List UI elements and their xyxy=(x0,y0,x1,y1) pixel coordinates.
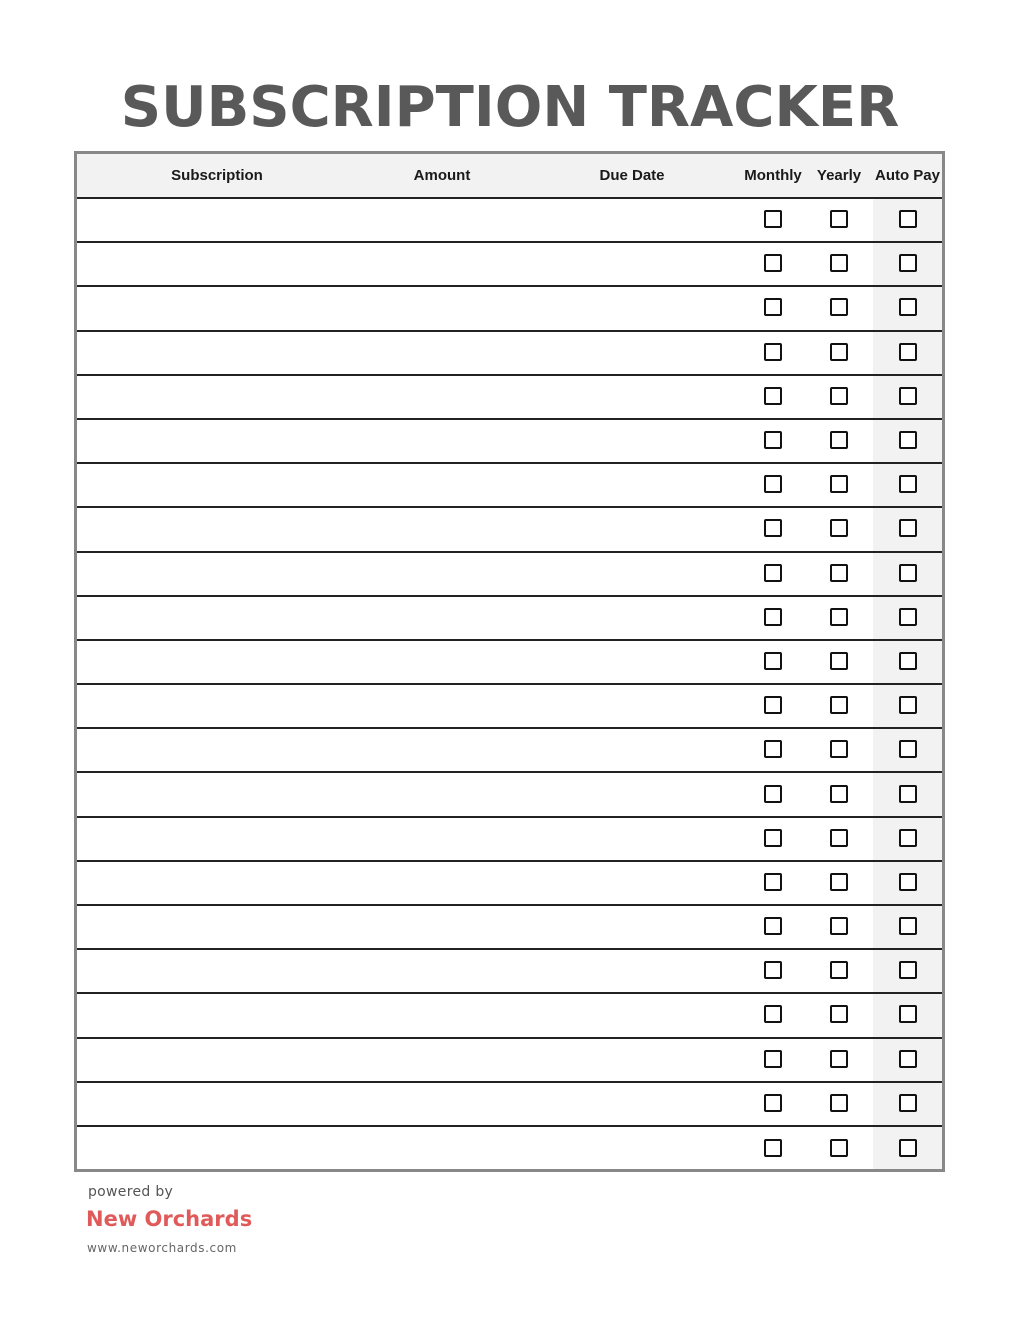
due-date-cell[interactable] xyxy=(602,729,741,771)
subscription-cell[interactable] xyxy=(77,508,407,550)
auto-pay-checkbox[interactable] xyxy=(899,961,917,979)
due-date-cell[interactable] xyxy=(602,818,741,860)
monthly-checkbox[interactable] xyxy=(764,696,782,714)
monthly-checkbox[interactable] xyxy=(764,431,782,449)
table-row xyxy=(77,420,942,464)
subscription-cell[interactable] xyxy=(77,376,407,418)
powered-by-label: powered by xyxy=(88,1184,174,1200)
auto-pay-checkbox[interactable] xyxy=(899,873,917,891)
subscription-cell[interactable] xyxy=(77,597,407,639)
auto-pay-checkbox[interactable] xyxy=(899,917,917,935)
yearly-checkbox[interactable] xyxy=(830,1005,848,1023)
due-date-cell[interactable] xyxy=(602,641,741,683)
yearly-checkbox[interactable] xyxy=(830,829,848,847)
subscription-table xyxy=(74,151,945,1172)
monthly-checkbox[interactable] xyxy=(764,1005,782,1023)
table-row xyxy=(77,553,942,597)
amount-cell[interactable] xyxy=(407,685,602,727)
subscription-cell[interactable] xyxy=(77,641,407,683)
monthly-checkbox[interactable] xyxy=(764,564,782,582)
subscription-cell[interactable] xyxy=(77,729,407,771)
yearly-checkbox[interactable] xyxy=(830,475,848,493)
subscription-cell[interactable] xyxy=(77,1127,407,1171)
amount-cell[interactable] xyxy=(407,287,602,329)
amount-cell[interactable] xyxy=(407,729,602,771)
amount-cell[interactable] xyxy=(407,641,602,683)
amount-cell[interactable] xyxy=(407,243,602,285)
auto-pay-checkbox[interactable] xyxy=(899,343,917,361)
yearly-checkbox[interactable] xyxy=(830,785,848,803)
yearly-checkbox[interactable] xyxy=(830,652,848,670)
table-header xyxy=(77,154,942,199)
amount-cell[interactable] xyxy=(407,464,602,506)
table-row xyxy=(77,332,942,376)
table-row xyxy=(77,862,942,906)
table-row xyxy=(77,685,942,729)
due-date-cell[interactable] xyxy=(602,1127,741,1171)
auto-pay-checkbox[interactable] xyxy=(899,564,917,582)
table-row xyxy=(77,508,942,552)
due-date-cell[interactable] xyxy=(602,597,741,639)
yearly-checkbox[interactable] xyxy=(830,608,848,626)
auto-pay-checkbox[interactable] xyxy=(899,785,917,803)
due-date-cell[interactable] xyxy=(602,199,741,241)
amount-cell[interactable] xyxy=(407,597,602,639)
due-date-cell[interactable] xyxy=(602,464,741,506)
amount-cell[interactable] xyxy=(407,862,602,904)
amount-cell[interactable] xyxy=(407,508,602,550)
subscription-cell[interactable] xyxy=(77,420,407,462)
yearly-checkbox[interactable] xyxy=(830,254,848,272)
table-row xyxy=(77,287,942,331)
monthly-checkbox[interactable] xyxy=(764,298,782,316)
amount-cell[interactable] xyxy=(407,1127,602,1171)
monthly-checkbox[interactable] xyxy=(764,829,782,847)
monthly-checkbox[interactable] xyxy=(764,475,782,493)
column-header-amount: Amount xyxy=(413,167,471,184)
monthly-checkbox[interactable] xyxy=(764,387,782,405)
due-date-cell[interactable] xyxy=(602,553,741,595)
subscription-cell[interactable] xyxy=(77,199,407,241)
column-header-monthly: Monthly xyxy=(744,167,802,184)
subscription-cell[interactable] xyxy=(77,773,407,815)
subscription-cell[interactable] xyxy=(77,332,407,374)
monthly-checkbox[interactable] xyxy=(764,210,782,228)
auto-pay-checkbox[interactable] xyxy=(899,298,917,316)
amount-cell[interactable] xyxy=(407,420,602,462)
table-row xyxy=(77,1039,942,1083)
due-date-cell[interactable] xyxy=(602,994,741,1036)
auto-pay-checkbox[interactable] xyxy=(899,1050,917,1068)
table-body xyxy=(77,199,942,1171)
yearly-checkbox[interactable] xyxy=(830,873,848,891)
auto-pay-checkbox[interactable] xyxy=(899,475,917,493)
auto-pay-checkbox[interactable] xyxy=(899,608,917,626)
monthly-checkbox[interactable] xyxy=(764,961,782,979)
table-row xyxy=(77,906,942,950)
auto-pay-checkbox[interactable] xyxy=(899,1005,917,1023)
table-row xyxy=(77,376,942,420)
table-row xyxy=(77,1127,942,1171)
auto-pay-checkbox[interactable] xyxy=(899,740,917,758)
yearly-checkbox[interactable] xyxy=(830,387,848,405)
subscription-cell[interactable] xyxy=(77,685,407,727)
subscription-cell[interactable] xyxy=(77,287,407,329)
subscription-cell[interactable] xyxy=(77,1083,407,1125)
subscription-cell[interactable] xyxy=(77,862,407,904)
due-date-cell[interactable] xyxy=(602,508,741,550)
subscription-cell[interactable] xyxy=(77,1039,407,1081)
yearly-checkbox[interactable] xyxy=(830,917,848,935)
amount-cell[interactable] xyxy=(407,553,602,595)
auto-pay-checkbox[interactable] xyxy=(899,696,917,714)
auto-pay-checkbox[interactable] xyxy=(899,210,917,228)
table-row xyxy=(77,950,942,994)
auto-pay-checkbox[interactable] xyxy=(899,652,917,670)
amount-cell[interactable] xyxy=(407,1083,602,1125)
column-header-auto-pay: Auto Pay xyxy=(874,167,940,184)
monthly-checkbox[interactable] xyxy=(764,608,782,626)
yearly-checkbox[interactable] xyxy=(830,1139,848,1157)
website-url: www.neworchards.com xyxy=(87,1241,237,1255)
due-date-cell[interactable] xyxy=(602,1083,741,1125)
column-header-yearly: Yearly xyxy=(816,167,862,184)
auto-pay-checkbox[interactable] xyxy=(899,387,917,405)
monthly-checkbox[interactable] xyxy=(764,740,782,758)
subscription-cell[interactable] xyxy=(77,994,407,1036)
due-date-cell[interactable] xyxy=(602,243,741,285)
due-date-cell[interactable] xyxy=(602,906,741,948)
yearly-checkbox[interactable] xyxy=(830,519,848,537)
due-date-cell[interactable] xyxy=(602,950,741,992)
subscription-cell[interactable] xyxy=(77,950,407,992)
monthly-checkbox[interactable] xyxy=(764,917,782,935)
table-row xyxy=(77,641,942,685)
yearly-checkbox[interactable] xyxy=(830,740,848,758)
amount-cell[interactable] xyxy=(407,906,602,948)
due-date-cell[interactable] xyxy=(602,862,741,904)
table-row xyxy=(77,818,942,862)
monthly-checkbox[interactable] xyxy=(764,873,782,891)
monthly-checkbox[interactable] xyxy=(764,785,782,803)
table-row xyxy=(77,773,942,817)
auto-pay-checkbox[interactable] xyxy=(899,254,917,272)
yearly-checkbox[interactable] xyxy=(830,1050,848,1068)
auto-pay-checkbox[interactable] xyxy=(899,431,917,449)
column-header-subscription: Subscription xyxy=(171,167,263,184)
auto-pay-checkbox[interactable] xyxy=(899,829,917,847)
page-title: SUBSCRIPTION TRACKER xyxy=(120,75,900,140)
yearly-checkbox[interactable] xyxy=(830,696,848,714)
yearly-checkbox[interactable] xyxy=(830,431,848,449)
amount-cell[interactable] xyxy=(407,773,602,815)
yearly-checkbox[interactable] xyxy=(830,961,848,979)
table-row xyxy=(77,729,942,773)
auto-pay-checkbox[interactable] xyxy=(899,519,917,537)
due-date-cell[interactable] xyxy=(602,420,741,462)
due-date-cell[interactable] xyxy=(602,685,741,727)
amount-cell[interactable] xyxy=(407,1039,602,1081)
subscription-cell[interactable] xyxy=(77,818,407,860)
table-row xyxy=(77,597,942,641)
due-date-cell[interactable] xyxy=(602,1039,741,1081)
subscription-cell[interactable] xyxy=(77,906,407,948)
yearly-checkbox[interactable] xyxy=(830,343,848,361)
subscription-cell[interactable] xyxy=(77,243,407,285)
table-row xyxy=(77,243,942,287)
due-date-cell[interactable] xyxy=(602,773,741,815)
amount-cell[interactable] xyxy=(407,376,602,418)
monthly-checkbox[interactable] xyxy=(764,254,782,272)
amount-cell[interactable] xyxy=(407,818,602,860)
auto-pay-checkbox[interactable] xyxy=(899,1139,917,1157)
yearly-checkbox[interactable] xyxy=(830,210,848,228)
monthly-checkbox[interactable] xyxy=(764,343,782,361)
amount-cell[interactable] xyxy=(407,994,602,1036)
amount-cell[interactable] xyxy=(407,199,602,241)
due-date-cell[interactable] xyxy=(602,332,741,374)
amount-cell[interactable] xyxy=(407,332,602,374)
yearly-checkbox[interactable] xyxy=(830,564,848,582)
monthly-checkbox[interactable] xyxy=(764,1050,782,1068)
table-row xyxy=(77,994,942,1038)
due-date-cell[interactable] xyxy=(602,287,741,329)
subscription-cell[interactable] xyxy=(77,464,407,506)
table-row xyxy=(77,1083,942,1127)
yearly-checkbox[interactable] xyxy=(830,298,848,316)
brand-logo-text: New Orchards xyxy=(86,1207,253,1231)
monthly-checkbox[interactable] xyxy=(764,519,782,537)
subscription-cell[interactable] xyxy=(77,553,407,595)
table-row xyxy=(77,199,942,243)
due-date-cell[interactable] xyxy=(602,376,741,418)
amount-cell[interactable] xyxy=(407,950,602,992)
monthly-checkbox[interactable] xyxy=(764,1139,782,1157)
monthly-checkbox[interactable] xyxy=(764,652,782,670)
table-row xyxy=(77,464,942,508)
yearly-checkbox[interactable] xyxy=(830,1094,848,1112)
column-header-due-date: Due Date xyxy=(599,167,665,184)
auto-pay-checkbox[interactable] xyxy=(899,1094,917,1112)
monthly-checkbox[interactable] xyxy=(764,1094,782,1112)
